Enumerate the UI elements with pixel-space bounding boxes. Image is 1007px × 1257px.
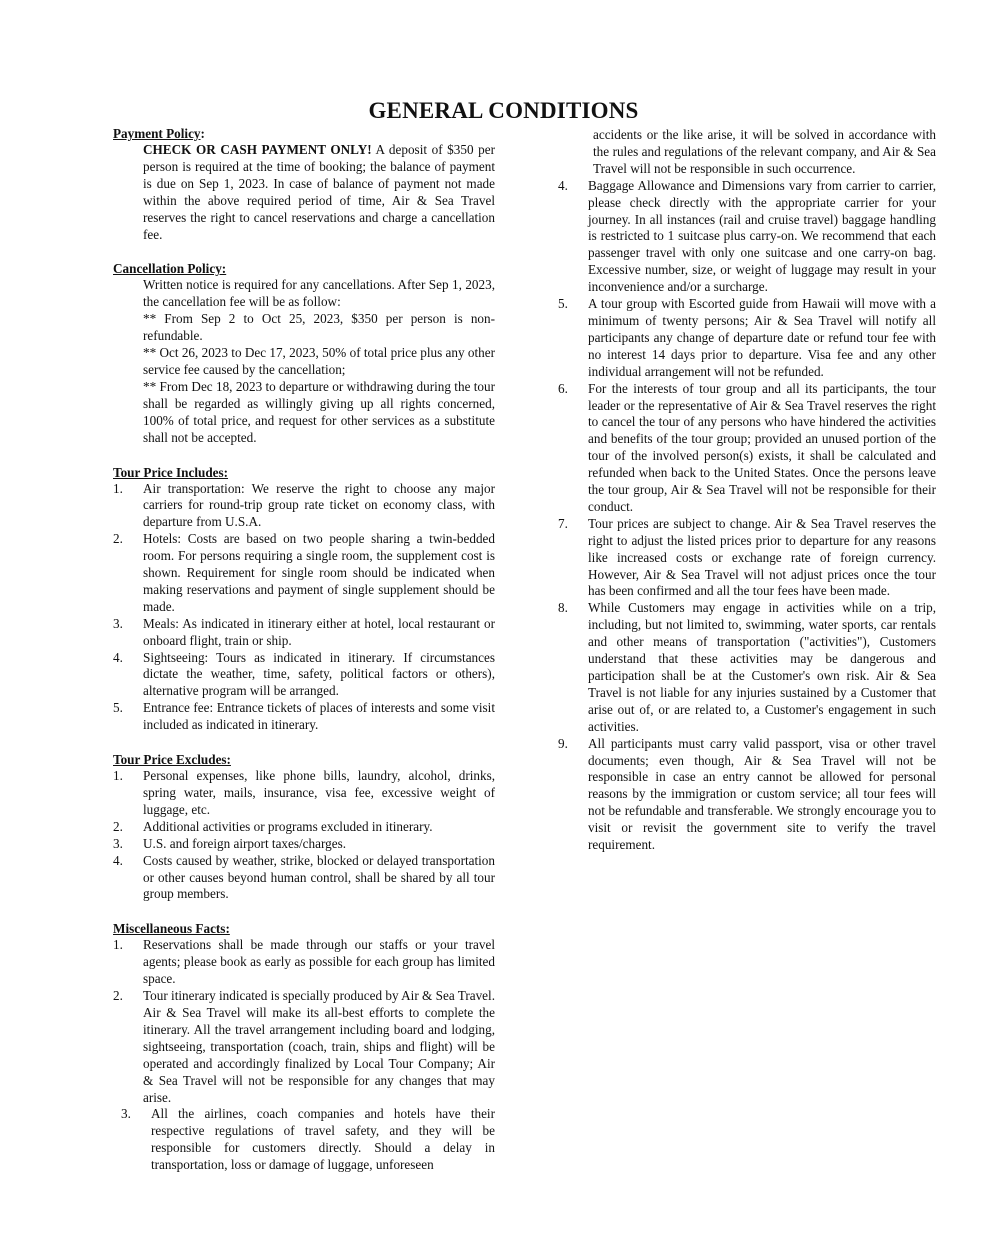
right-column (558, 127, 936, 854)
list-item (113, 481, 495, 532)
item-number: 1. (113, 937, 123, 953)
item-number: 7. (558, 515, 568, 531)
payment-lead: CHECK OR CASH PAYMENT ONLY! (143, 142, 372, 157)
payment-policy-section (113, 125, 495, 243)
payment-policy-text (143, 142, 495, 243)
payment-policy-heading: Payment Policy: (113, 126, 205, 141)
left-column (113, 125, 495, 1191)
list-item (558, 736, 936, 854)
miscellaneous-facts-section (113, 920, 495, 1174)
item-number: 1. (113, 480, 123, 496)
item-text: Baggage Allowance and Dimensions vary from carrier to carrier, please check directly with the appropriate carrier for your journey. In all instances (rail and cruise travel) baggage handling is restricted to 1 suitcase plus carry-on. We recommend that each passenger travel with only one suitcase and one carry-on bag. Excessive number, size, or weight of luggage may result in your inconvenience and/or a surcharge. (588, 177, 936, 295)
includes-list (113, 481, 495, 735)
tour-price-excludes-section (113, 751, 495, 903)
cancellation-paragraph: ** Oct 26, 2023 to Dec 17, 2023, 50% of total price plus any other service fee caused by the cancellation; (143, 345, 495, 377)
item-text: Entrance fee: Entrance tickets of places of interests and some visit included as indicated in itinerary. (143, 700, 495, 733)
misc-list-continued (558, 178, 936, 854)
cancellation-paragraph: Written notice is required for any cancellations. After Sep 1, 2023, the cancellation fee will be as follow: (143, 277, 495, 310)
misc-list (113, 937, 495, 1174)
payment-body: A deposit of $350 per person is required at the time of booking; the balance of payment is due on Sep 1, 2023. In case of balance of payment not made within the above required period of time, Air & Sea Travel reserves the right to cancel reservations and charge a cancellation fee. (143, 142, 495, 242)
item-text: Meals: As indicated in itinerary either at hotel, local restaurant or onboard flight, train or ship. (143, 615, 495, 648)
list-item (113, 616, 495, 650)
item-text: All participants must carry valid passport, visa or other travel documents; even though, Air & Sea Travel will not be responsible in case an entry cannot be allowed for personal reasons by the immigration or custom service; all tour fees will not be refundable and transferable. We strongly encourage you to visit or revisit the government site to verify the travel requirement. (588, 735, 936, 853)
item-text: While Customers may engage in activities while on a trip, including, but not limited to, swimming, water sports, car rentals and other means of transportation ("activities"), Customers understand that these activities may be dangerous and participation shall be at the Customer's own risk. Air & Sea Travel is not liable for any injuries sustained by a Customer that arise out of, or are related to, a Customer's engagement in such activities. (588, 600, 936, 734)
list-item (558, 381, 936, 516)
item-text: Tour prices are subject to change. Air & Sea Travel reserves the right to adjust the listed prices prior to departure for any reasons like increased costs or exchange rate of foreign currency. However, Air & Sea Travel will not adjust prices once the tour has been confirmed and all the tour fees have been made. (588, 515, 936, 599)
item-text: Air transportation: We reserve the right to choose any major carriers for round-trip group rate ticket on economy class, with departure from U.S.A. (143, 480, 495, 530)
cancellation-paragraph: ** From Sep 2 to Oct 25, 2023, $350 per person is non-refundable. (143, 311, 495, 344)
item-text: A tour group with Escorted guide from Hawaii will move with a minimum of twenty persons; Air & Sea Travel will notify all participants any change of departure date or refund tour fee with no interest 14 days prior to departure. Visa fee and any other individual arrangement will not be refunded. (588, 296, 936, 379)
item-number: 5. (113, 700, 123, 716)
item-text: Personal expenses, like phone bills, laundry, alcohol, drinks, spring water, mails, insurance, visa fee, excessive weight of luggage, etc. (143, 768, 495, 817)
item-text: Additional activities or programs excluded in itinerary. (143, 818, 433, 834)
item-number: 3. (113, 835, 123, 851)
list-item (113, 1106, 495, 1174)
item-number: 6. (558, 380, 568, 396)
tour-price-excludes-heading: Tour Price Excludes: (113, 752, 231, 768)
list-item (558, 296, 936, 381)
tour-price-includes-section (113, 464, 495, 735)
item-number: 2. (113, 531, 123, 547)
item-number: 2. (113, 988, 123, 1004)
miscellaneous-facts-heading: Miscellaneous Facts: (113, 921, 230, 937)
item-text: Costs caused by weather, strike, blocked or delayed transportation or other causes beyond human control, shall be shared by all tour group members. (143, 852, 495, 902)
list-item (113, 531, 495, 616)
cancellation-policy-section (113, 260, 495, 446)
list-item (558, 600, 936, 735)
list-item (113, 937, 495, 988)
item-number: 9. (558, 735, 568, 751)
list-item (113, 650, 495, 701)
item-text: Reservations shall be made through our staffs or your travel agents; please book as early as possible for each group has limited space. (143, 937, 495, 987)
item-number: 4. (113, 852, 123, 868)
page-title: GENERAL CONDITIONS (368, 98, 639, 123)
tour-price-includes-heading: Tour Price Includes: (113, 464, 229, 480)
item-number: 3. (121, 1106, 131, 1122)
list-item (113, 768, 495, 819)
item-text: Tour itinerary indicated is specially produced by Air & Sea Travel. Air & Sea Travel will make its all-best efforts to complete the itinerary. All the travel arrangement including board and lodging, sightseeing, transportation (coach, train, ships and flight) will be operated and accordingly finalized by Local Tour Company; Air & Sea Travel will not be responsible for any changes that may arise. (143, 988, 495, 1105)
item-number: 1. (113, 768, 123, 784)
item-number: 4. (558, 177, 568, 193)
cancellation-paragraph: ** From Dec 18, 2023 to departure or withdrawing during the tour shall be regarded as willingly giving up all rights concerned, 100% of total price, and request for other services as a substitute shall not be accepted. (143, 378, 495, 445)
item-text: Hotels: Costs are based on two people sharing a twin-bedded room. For persons requiring a single room, the supplement cost is shown. Requirement for single room should be indicated when making reservations and payment of single supplement should be made. (143, 531, 495, 614)
item-number: 8. (558, 600, 568, 616)
excludes-list (113, 768, 495, 903)
item-text: Sightseeing: Tours as indicated in itinerary. If circumstances dictate the weather, time, safety, political factors or others), alternative program will be arranged. (143, 649, 495, 699)
list-item (113, 819, 495, 836)
list-item (113, 700, 495, 734)
cancellation-policy-heading: Cancellation Policy: (113, 261, 227, 277)
item-number: 5. (558, 296, 568, 312)
item-number: 4. (113, 649, 123, 665)
list-item (558, 178, 936, 296)
list-item (113, 853, 495, 904)
misc-item-3-continuation: accidents or the like arise, it will be solved in accordance with the rules and regulations of the relevant company, and Air & Sea Travel will not be responsible in such occurrence. (593, 127, 936, 176)
list-item (113, 836, 495, 853)
item-text: All the airlines, coach companies and hotels have their respective regulations of travel safety, and they will be responsible for customers directly. Should a delay in transportation, loss or damage of luggage, unforeseen (151, 1106, 495, 1173)
list-item (113, 988, 495, 1106)
item-number: 2. (113, 818, 123, 834)
list-item (558, 516, 936, 601)
item-number: 3. (113, 615, 123, 631)
item-text: For the interests of tour group and all its participants, the tour leader or the representative of Air & Sea Travel reserves the right to cancel the tour of any persons who have hindered the activities and benefits of the tour group; provided an unused portion of the tour of the involved person(s) exists, it shall be calculated and refunded when back to the United States. Once the persons leave the tour group, Air & Sea Travel will not be responsible for their conduct. (588, 380, 936, 514)
item-text: U.S. and foreign airport taxes/charges. (143, 835, 347, 851)
